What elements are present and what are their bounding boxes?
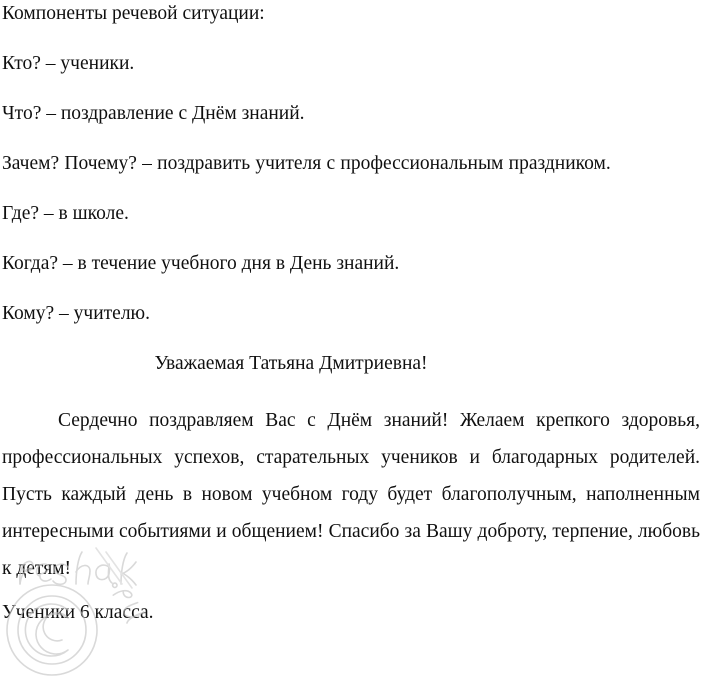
document-body [0,2,702,625]
letter-salutation: Уважаемая Татьяна Дмитриевна! [154,353,428,374]
letter-signature: Ученики 6 класса. [2,602,154,623]
qa-item-gde: Где? – в школе. [2,203,129,224]
qa-item-kto: Кто? – ученики. [2,53,135,74]
section-heading: Компоненты речевой ситуации: [2,3,265,24]
qa-item-chto: Что? – поздравление с Днём знаний. [2,103,305,124]
qa-item-kogda: Когда? – в течение учебного дня в День знаний. [2,253,400,274]
qa-item-komu: Кому? – учителю. [2,303,151,324]
qa-item-zachem: Зачем? Почему? – поздравить учителя с профессиональным праздником. [2,153,611,174]
letter-body: Сердечно поздравляем Вас с Днём знаний! Желаем крепкого здоровья, профессиональных успехов, старательных учеников и благодарных родителей. Пусть каждый день в новом учебном году будет благополучным, наполненным интересными событиями и общением! Спасибо за Вашу доброту, терпение, любовь к детям! [2,410,700,579]
